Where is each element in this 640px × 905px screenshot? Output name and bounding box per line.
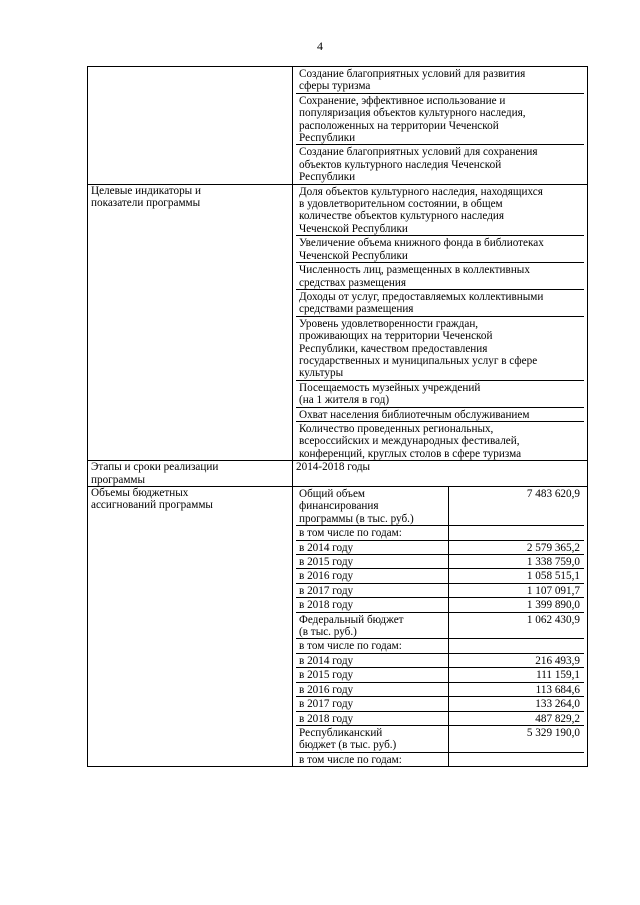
financing-value (449, 752, 585, 766)
financing-row (296, 668, 584, 682)
financing-label: в 2016 году (296, 569, 449, 583)
stages-row (88, 461, 588, 487)
financing-row (296, 711, 584, 725)
financing-value: 1 338 759,0 (449, 555, 585, 569)
financing-table (296, 487, 584, 766)
indicator-item: Количество проведенных региональных, всероссийских и международных фестивалей, конференций, круглых столов в сфере туризма (299, 422, 522, 460)
indicator-item: Доходы от услуг, предоставляемых коллективными средствами размещения (296, 290, 584, 317)
stages-label: Этапы и сроки реализации программы (88, 461, 293, 487)
financing-row (296, 697, 584, 711)
financing-label: в том числе по годам: (296, 526, 449, 540)
financing-value: 5 329 190,0 (449, 725, 585, 752)
stages-value: 2014-2018 годы (293, 461, 588, 487)
financing-label: в 2018 году (296, 598, 449, 612)
financing-value: 1 399 890,0 (449, 598, 585, 612)
indicator-item: Уровень удовлетворенности граждан, проживающих на территории Чеченской Республики, качеством предоставления государственных и муниципальных услуг в сфере культуры (296, 317, 584, 381)
goals-label-cell (88, 67, 293, 185)
financing-label: Федеральный бюджет (в тыс. руб.) (296, 612, 449, 639)
indicator-item: Охват населения библиотечным обслуживанием (296, 408, 584, 422)
financing-label: Общий объем финансирования программы (в тыс. руб.) (296, 487, 449, 526)
financing-row (296, 598, 584, 612)
goals-row (88, 67, 588, 185)
financing-row (296, 725, 584, 752)
indicators-row (88, 184, 588, 461)
financing-row (296, 487, 584, 526)
financing-label: в 2017 году (296, 697, 449, 711)
financing-label: в 2017 году (296, 583, 449, 597)
page-number: 4 (317, 39, 323, 53)
financing-value: 1 107 091,7 (449, 583, 585, 597)
indicator-item: Увеличение объема книжного фонда в библиотеках Чеченской Республики (296, 236, 584, 263)
indicator-item: Доля объектов культурного наследия, находящихся в удовлетворительном состоянии, в общем количестве объектов культурного наследия Чеченской Республики (296, 185, 584, 237)
financing-row (296, 555, 584, 569)
financing-row (296, 540, 584, 554)
budget-row (88, 487, 588, 767)
indicators-label: Целевые индикаторы и показатели программы (88, 184, 293, 461)
financing-label: в 2014 году (296, 653, 449, 667)
budget-cell (293, 487, 588, 767)
financing-value: 216 493,9 (449, 653, 585, 667)
goals-cell (293, 67, 588, 185)
financing-row (296, 752, 584, 766)
financing-label: в 2014 году (296, 540, 449, 554)
financing-row (296, 583, 584, 597)
indicators-cell (293, 184, 588, 461)
financing-row (296, 526, 584, 540)
financing-value: 1 062 430,9 (449, 612, 585, 639)
goal-item: Создание благоприятных условий для развития сферы туризма (296, 67, 584, 94)
financing-label: в том числе по годам: (296, 752, 449, 766)
program-passport-table (87, 66, 588, 767)
financing-label: в 2015 году (296, 668, 449, 682)
indicator-item: Численность лиц, размещенных в коллективных средствах размещения (296, 263, 584, 290)
financing-label: в том числе по годам: (296, 639, 449, 653)
financing-value: 133 264,0 (449, 697, 585, 711)
financing-row (296, 612, 584, 639)
financing-value (449, 526, 585, 540)
financing-label: в 2015 году (296, 555, 449, 569)
goal-item: Создание благоприятных условий для сохранения объектов культурного наследия Чеченской Республики (299, 146, 538, 184)
financing-label: в 2016 году (296, 682, 449, 696)
budget-label: Объемы бюджетных ассигнований программы (88, 487, 293, 767)
financing-label: Республиканский бюджет (в тыс. руб.) (296, 725, 449, 752)
financing-label: в 2018 году (296, 711, 449, 725)
financing-row (296, 569, 584, 583)
financing-value: 487 829,2 (449, 711, 585, 725)
financing-row (296, 682, 584, 696)
financing-value: 2 579 365,2 (449, 540, 585, 554)
financing-value (449, 639, 585, 653)
financing-value: 111 159,1 (449, 668, 585, 682)
financing-row (296, 639, 584, 653)
financing-row (296, 653, 584, 667)
financing-value: 113 684,6 (449, 682, 585, 696)
financing-value: 7 483 620,9 (449, 487, 585, 526)
financing-value: 1 058 515,1 (449, 569, 585, 583)
indicator-item: Посещаемость музейных учреждений (на 1 жителя в год) (296, 381, 584, 408)
goal-item: Сохранение, эффективное использование и популяризация объектов культурного наследия, расположенных на территории Чеченской Республики (296, 94, 584, 146)
